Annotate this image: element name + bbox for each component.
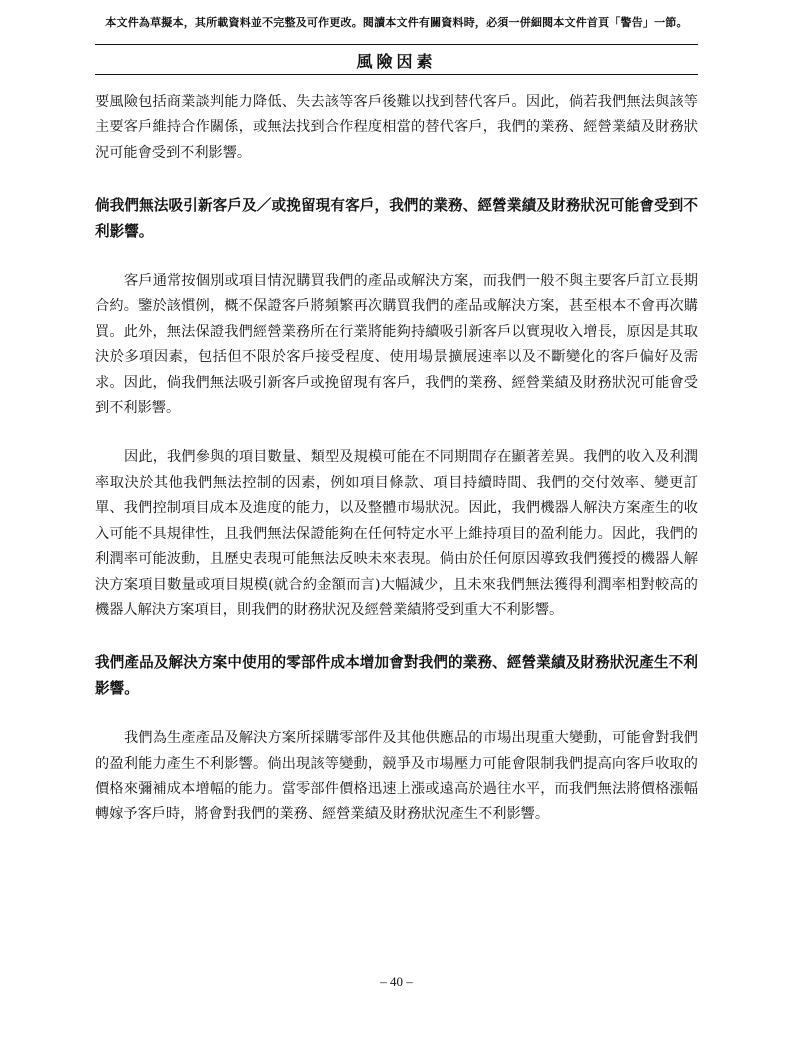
paragraph-projects: 因此，我們參與的項目數量、類型及規模可能在不同期間存在顯著差異。我們的收入及利潤率取決於其他我們無法控制的因素，例如項目條款、項目持續時間、我們的交付效率、變更訂單、我們控制項目成本及進度的能力，以及整體市場狀況。因此，我們機器人解決方案產生的收入可能不具規律性，且我們無法保證能夠在任何特定水平上維持項目的盈利能力。因此，我們的利潤率可能波動，且歷史表現可能無法反映未來表現。倘由於任何原因導致我們獲授的機器人解決方案項目數量或項目規模(就合約金額而言)大幅減少，且未來我們無法獲得利潤率相對較高的機器人解決方案項目，則我們的財務狀況及經營業績將受到重大不利影響。 [95,449,698,618]
risk-heading-customers: 倘我們無法吸引新客戶及／或挽留現有客戶，我們的業務、經營業績及財務狀況可能會受到不利影響。 [95,197,698,240]
paragraph-components: 我們為生產產品及解決方案所採購零部件及其他供應品的市場出現重大變動，可能會對我們的盈利能力產生不利影響。倘出現該等變動，競爭及市場壓力可能會限制我們提高向客戶收取的價格來彌補成本增幅的能力。當零部件價格迅速上漲或遠高於過往水平，而我們無法將價格漲幅轉嫁予客戶時，將會對我們的業務、經營業績及財務狀況產生不利影響。 [95,730,698,823]
risk-heading-components: 我們產品及解決方案中使用的零部件成本增加會對我們的業務、經營業績及財務狀況產生不利影響。 [95,654,698,697]
draft-disclaimer: 本文件為草擬本，其所載資料並不完整及可作更改。閱讀本文件有關資料時，必須一併細閱本文件首頁「警告」一節。 [105,16,688,29]
section-title: 風險因素 [356,52,437,71]
header-rule-bottom [95,74,698,75]
page-number: – 40 – [380,974,413,989]
paragraph-continuation: 要風險包括商業談判能力降低、失去該等客戶後難以找到替代客戶。因此，倘若我們無法與該等主要客戶維持合作關係，或無法找到合作程度相當的替代客戶，我們的業務、經營業績及財務狀況可能會受到不利影響。 [95,94,698,161]
header-rule-top [95,44,698,45]
paragraph-customers: 客戶通常按個別或項目情況購買我們的產品或解決方案，而我們一般不與主要客戶訂立長期合約。鑒於該慣例，概不保證客戶將頻繁再次購買我們的產品或解決方案，甚至根本不會再次購買。此外，無法保證我們經營業務所在行業將能夠持續吸引新客戶以實現收入增長，原因是其取決於多項因素，包括但不限於客戶接受程度、使用場景擴展速率以及不斷變化的客戶偏好及需求。因此，倘我們無法吸引新客戶或挽留現有客戶，我們的業務、經營業績及財務狀況可能會受到不利影響。 [95,273,698,417]
page-body [95,90,698,828]
